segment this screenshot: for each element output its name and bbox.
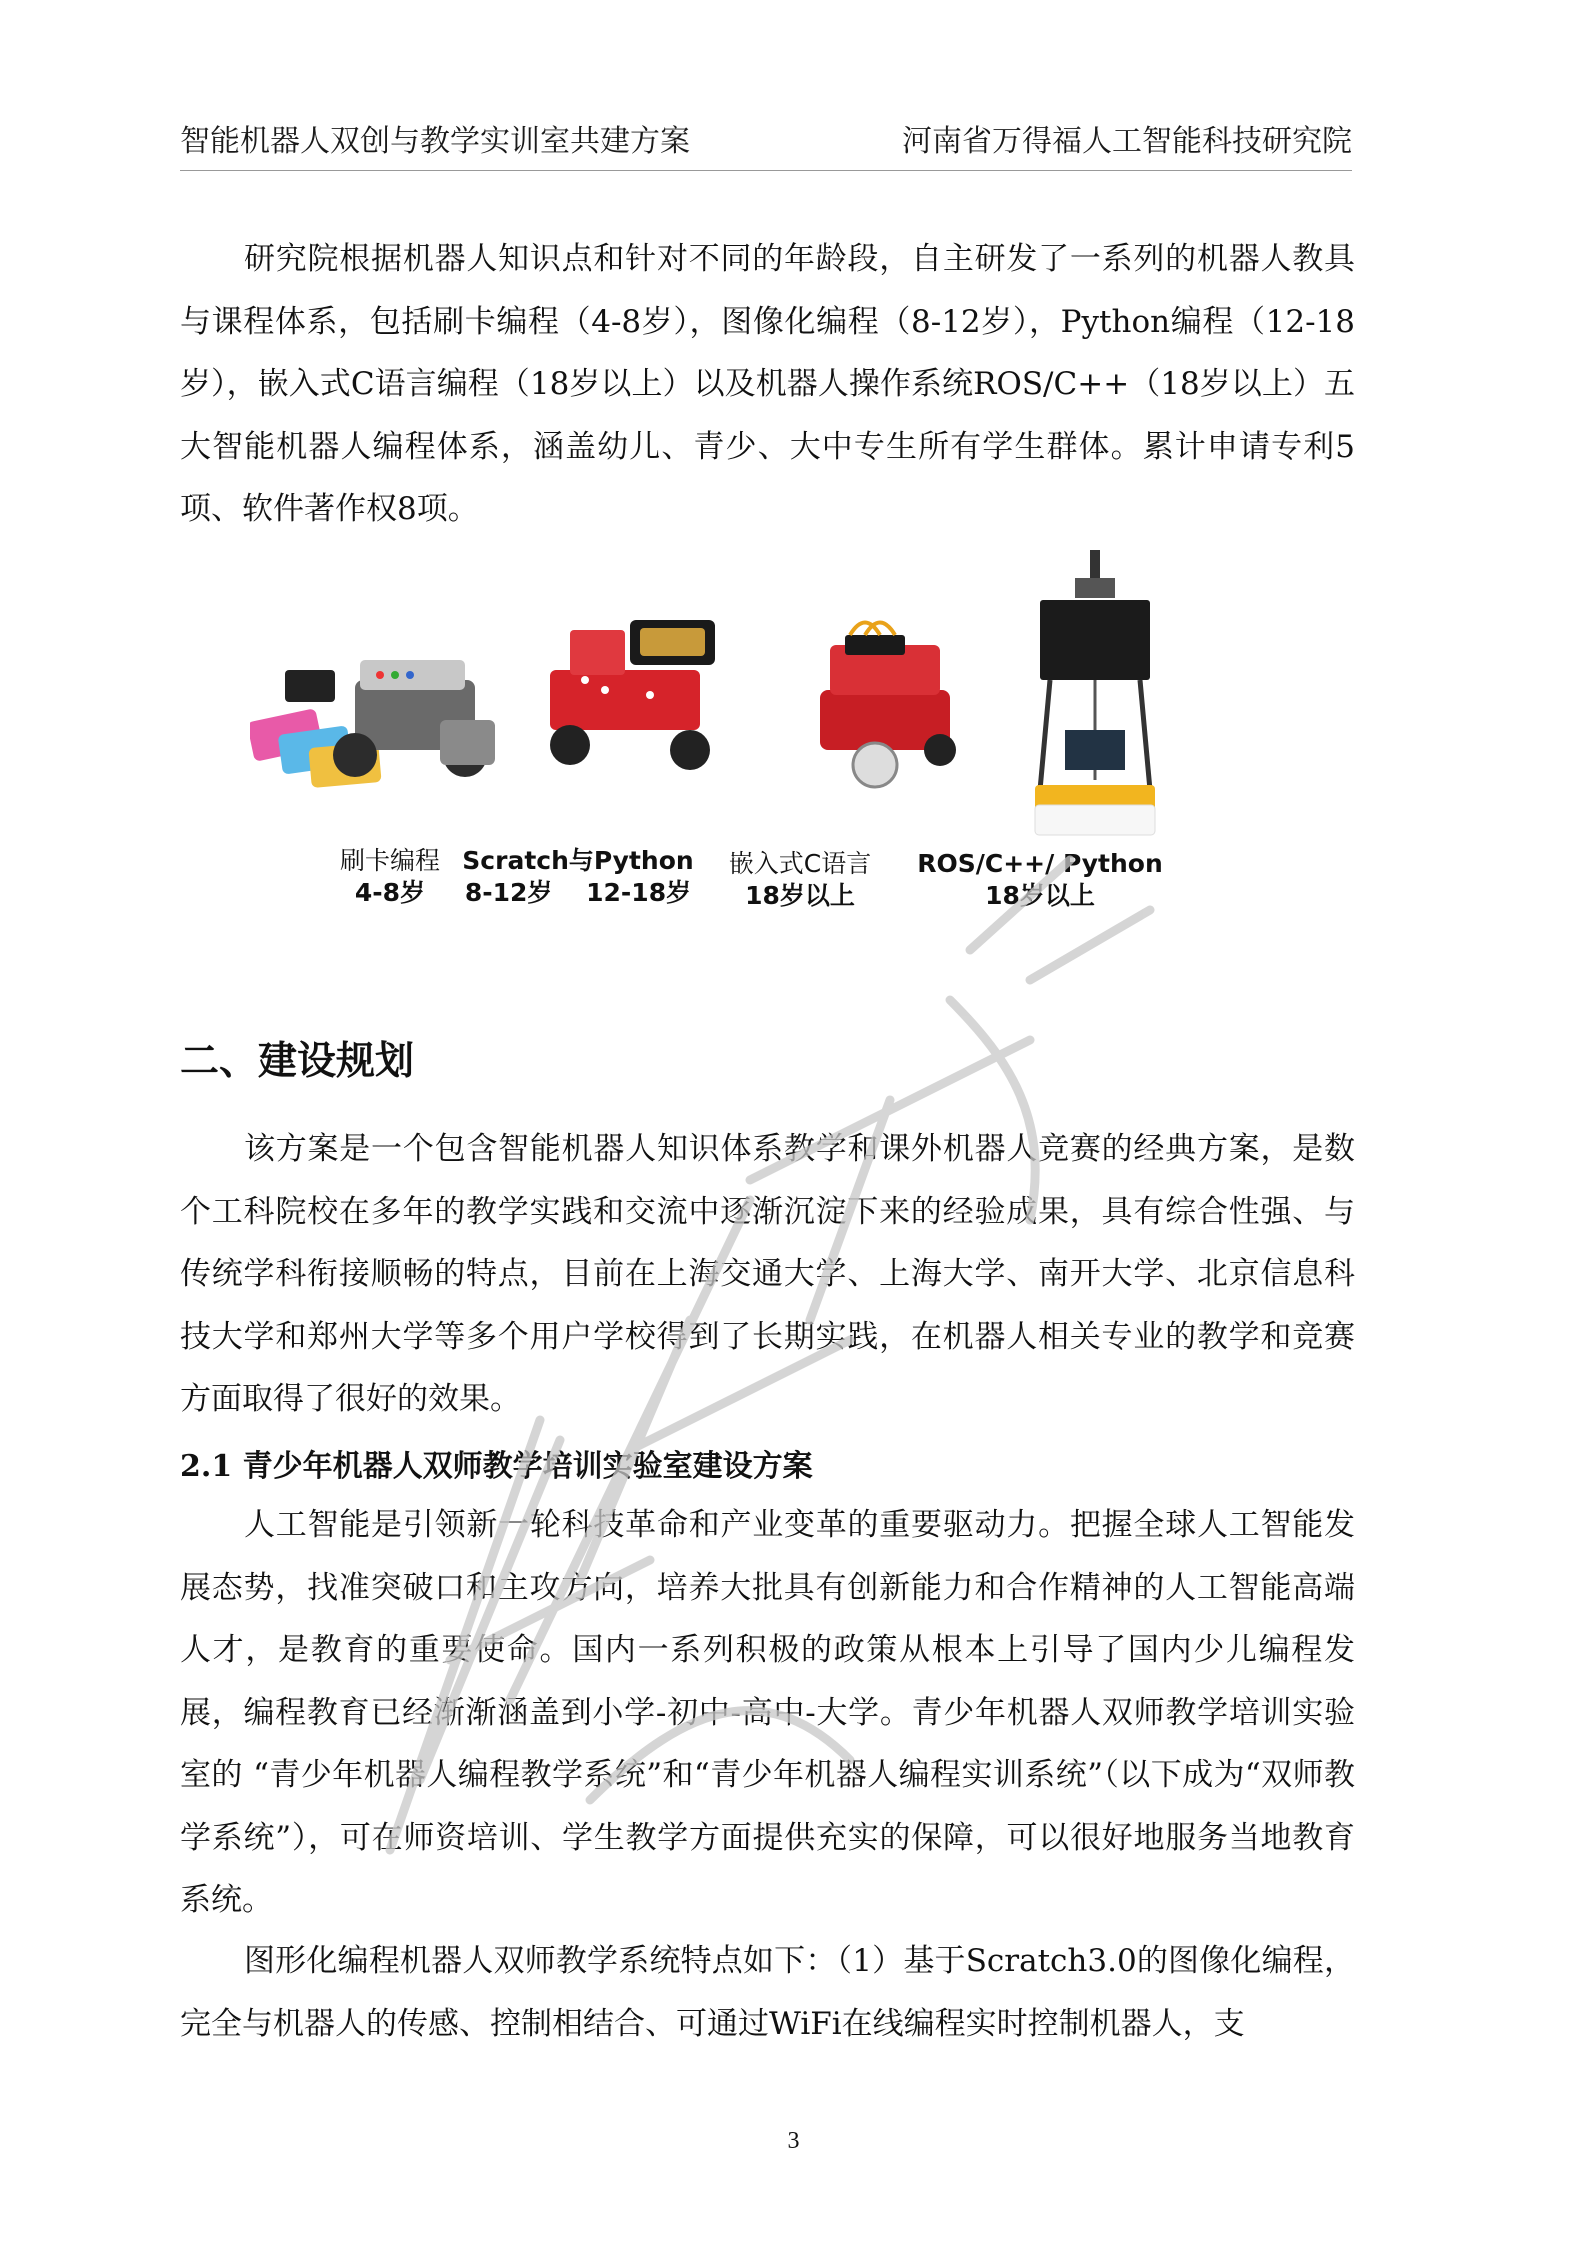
plan-overview-paragraph: 该方案是一个包含智能机器人知识体系教学和课外机器人竞赛的经典方案，是数个工科院校在多年的教学实践和交流中逐渐沉淀下来的经验成果，具有综合性强、与传统学科衔接顺畅的特点，目前在上海交通大学、上海大学、南开大学、北京信息科技大学和郑州大学等多个用户学校得到了长期实践，在机器人相关专业的教学和竞赛方面取得了很好的效果。 — [180, 1131, 1355, 1417]
caption-ros: ROS/C++/ Python 18岁以上 — [917, 849, 1163, 910]
caption-embedded-c: 嵌入式C语言 18岁以上 — [728, 849, 872, 910]
ros-robot-image — [1035, 550, 1155, 835]
lab-description-paragraph: 人工智能是引领新一轮科技革命和产业变革的重要驱动力。把握全球人工智能发展态势，找准突破口和主攻方向，培养大批具有创新能力和合作精神的人工智能高端人才，是教育的重要使命。国内一系列积极的政策从根本上引导了国内少儿编程发展，编程教育已经渐渐涵盖到小学-初中-高中-大学。青少年机器人双师教学培训实验室的 “青少年机器人编程教学系统”和“青少年机器人编程实训系统”（以下成为“双师教学系统”），可在师资培训、学生教学方面提供充实的保障，可以很好地服务当地教育系统。 — [180, 1507, 1355, 1918]
header-right-org: 河南省万得福人工智能科技研究院 — [902, 124, 1352, 159]
card-programming-robot-image — [250, 660, 495, 788]
header-left-title: 智能机器人双创与教学实训室共建方案 — [180, 124, 690, 159]
caption-scratch-python: Scratch与Python 8-12岁 12-18岁 — [462, 846, 694, 907]
section-heading: 二、建设规划 — [180, 1039, 415, 1084]
page-header — [180, 118, 1352, 158]
robot-product-figure — [250, 540, 1330, 920]
scratch-python-robot-image — [550, 620, 715, 770]
page-number: 3 — [787, 2128, 800, 2154]
subsection-heading: 2.1 青少年机器人双师教学培训实验室建设方案 — [180, 1449, 813, 1484]
header-divider — [180, 170, 1352, 171]
embedded-c-robot-image — [820, 623, 956, 788]
intro-paragraph: 研究院根据机器人知识点和针对不同的年龄段，自主研发了一系列的机器人教具与课程体系，包括刷卡编程（4-8岁），图像化编程（8-12岁），Python编程（12-18岁），嵌入式C语言编程（18岁以上）以及机器人操作系统ROS/C++（18岁以上）五大智能机器人编程体系，涵盖幼儿、青少、大中专生所有学生群体。累计申请专利5项、软件著作权8项。 — [180, 241, 1355, 527]
features-paragraph: 图形化编程机器人双师教学系统特点如下：（1）基于Scratch3.0的图像化编程，完全与机器人的传感、控制相结合、可通过WiFi在线编程实时控制机器人，支 — [180, 1943, 1355, 2042]
caption-card-programming: 刷卡编程 4-8岁 — [339, 846, 440, 907]
